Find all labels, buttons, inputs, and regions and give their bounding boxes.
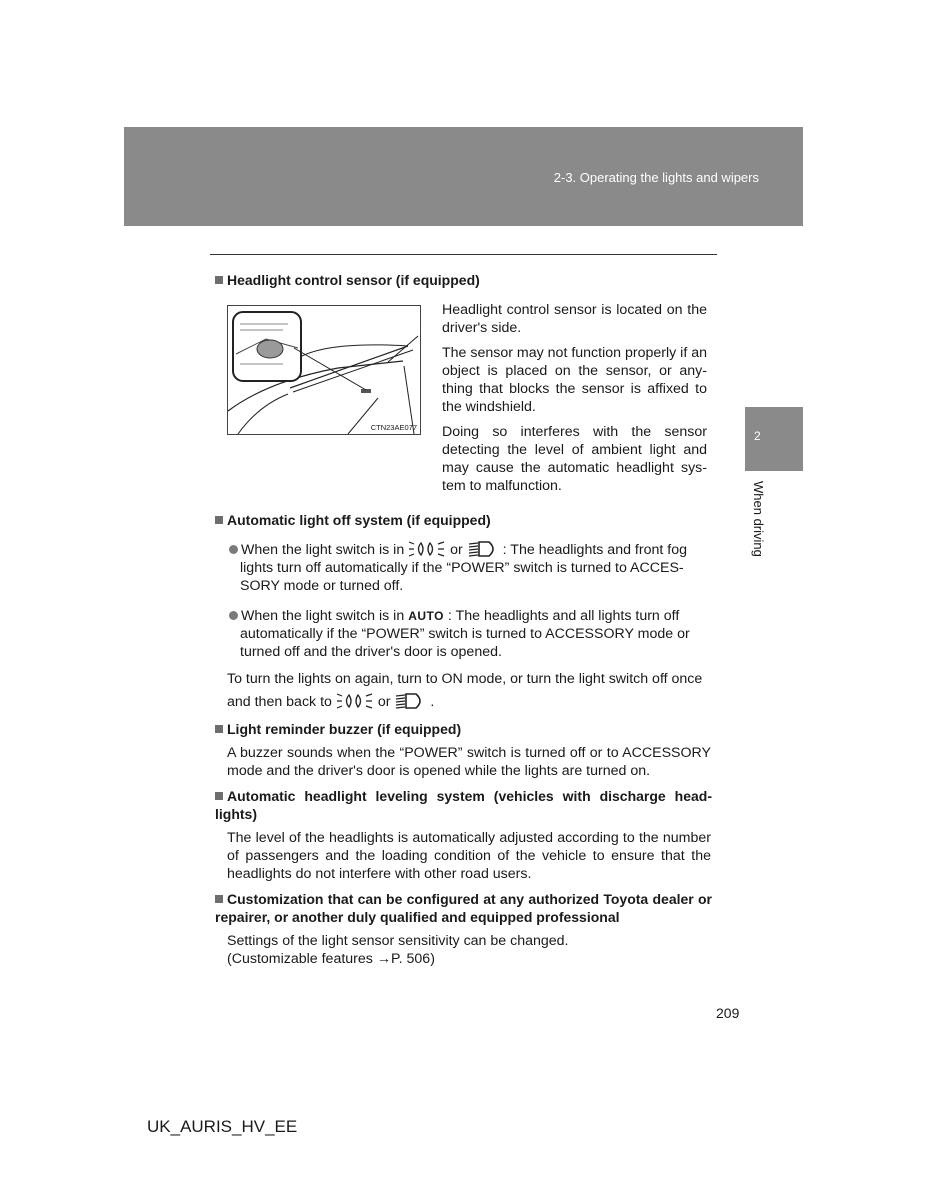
figure-code: CTN23AE077 [370, 423, 417, 432]
square-bullet-icon [215, 792, 223, 800]
square-bullet-icon [215, 516, 223, 524]
auto-off-bullet-2: When the light switch is in AUTO : The headlights and all lights turn off automatically if the “POWER” switch is turned to ACCESSORY mode or turned off and the driver's door is opened. [229, 607, 709, 661]
heading-sensor: Headlight control sensor (if equipped) [215, 271, 480, 289]
windshield-illustration [228, 306, 420, 434]
header-band [124, 127, 803, 226]
customization-text-1: Settings of the light sensor sensitivity can be changed. [227, 933, 569, 949]
auto-label: AUTO [408, 609, 444, 623]
square-bullet-icon [215, 895, 223, 903]
headlight-icon [394, 691, 426, 711]
heading-auto-off: Automatic light off system (if equipped) [215, 511, 491, 529]
heading-customization: Customization that can be configured at any authorized Toyota dealer or repairer, or another duly qualified and equipped professional [215, 891, 712, 925]
document-code: UK_AURIS_HV_EE [147, 1117, 298, 1136]
sensor-text-1: Headlight control sensor is located on the driver's side. [442, 302, 707, 336]
top-rule [210, 254, 717, 255]
section-title: 2-3. Operating the lights and wipers [553, 170, 759, 185]
page-number: 209 [716, 1005, 740, 1021]
auto-off-note: To turn the lights on again, turn to ON mode, or turn the light switch off once and then back to or . [227, 671, 703, 710]
chapter-tab [745, 407, 803, 471]
heading-leveling: Automatic headlight leveling system (vehicles with discharge head-lights) [215, 788, 712, 822]
buzzer-text: A buzzer sounds when the “POWER” switch is turned off or to ACCESSORY mode and the driver's door is opened while the lights are turned on. [227, 745, 711, 779]
square-bullet-icon [215, 725, 223, 733]
sensor-text-2: The sensor may not function properly if an object is placed on the sensor, or any-thing that blocks the sensor is affixed to the windshield. [442, 345, 707, 415]
square-bullet-icon [215, 276, 223, 284]
auto-off-bullet-1: When the light switch is in or : The headlights and front fog lights turn off automatically if the “POWER” switch is turned to ACCES- SORY mode or turned off. [229, 539, 709, 595]
sensor-text-3: Doing so interferes with the sensor detecting the level of ambient light and may cause the automatic headlight sys-tem to malfunction. [442, 424, 707, 494]
parking-lights-icon [408, 539, 446, 559]
customization-text-2: (Customizable features →P. 506) [227, 951, 435, 967]
chapter-label: When driving [751, 481, 766, 557]
heading-buzzer: Light reminder buzzer (if equipped) [215, 720, 461, 738]
chapter-number: 2 [754, 429, 761, 443]
sensor-figure [227, 305, 421, 435]
round-bullet-icon [229, 611, 238, 620]
round-bullet-icon [229, 545, 238, 554]
headlight-icon [467, 539, 499, 559]
parking-lights-icon [336, 691, 374, 711]
leveling-text: The level of the headlights is automatically adjusted according to the number of passengers and the loading condition of the vehicle to ensure that the headlights do not interfere with other road users. [227, 830, 711, 882]
